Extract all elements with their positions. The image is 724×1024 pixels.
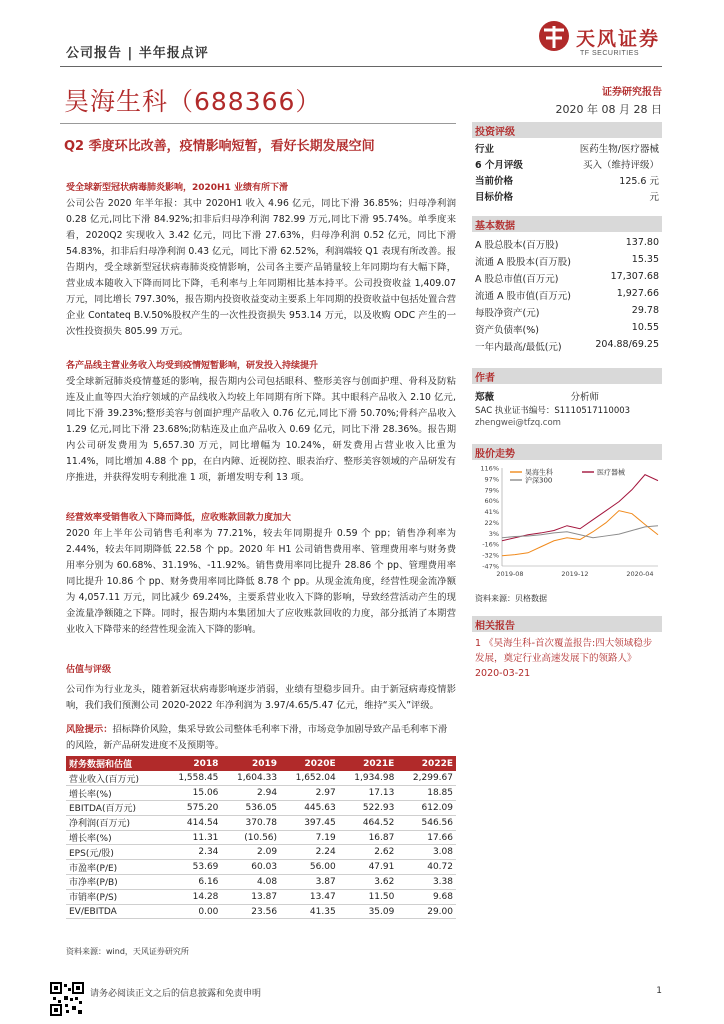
row-label: EBITDA(百万元) <box>66 801 163 816</box>
basic-row-6: 一年内最高/最低(元) 204.88/69.25 <box>475 339 659 353</box>
y-tick-label: 22% <box>484 518 499 527</box>
row-value: 1,604.33 <box>221 771 280 786</box>
row-value: 6.16 <box>163 875 222 890</box>
row-value: 13.47 <box>280 889 339 904</box>
row-value: 612.09 <box>397 801 456 816</box>
related-report-link[interactable]: 1 《昊海生科-首次覆盖报告:四大领域稳步发展，奠定行业高速发展下的领路人》 2020-03-21 <box>475 638 653 679</box>
series-line-3 <box>502 526 658 538</box>
y-tick-label: 3% <box>488 529 499 538</box>
y-tick-label: 116% <box>480 464 499 473</box>
author-name-row <box>475 388 659 404</box>
table-row <box>66 786 456 801</box>
risk-section <box>66 722 456 754</box>
table-row <box>66 801 456 816</box>
row-value: 56.00 <box>280 860 339 875</box>
logo-subtitle: TF SECURITIES <box>580 50 640 57</box>
basic-row-0: A 股总股本(百万股) 137.80 <box>475 237 659 251</box>
section-body-1: 公司公告 2020 年半年报：其中 2020H1 收入 4.96 亿元，同比下滑 36.85%；归母净利润 0.28 亿元,同比下滑 84.92%;扣非后归母净利润 782.99 万元,同比下滑 95.74%。单季度来看，2020Q2 实现收入 3.42 亿元，同比下滑 27.63%，归母净利润 0.52 亿元，同比下滑 54.83%，扣非后归母净利润 0.43 亿元，同比下滑 62.52%，利润端较 Q1 表现有所改善。报告期内，受全球新型冠状病毒肺炎疫情影响，公司各主要产品销量较上年同期均有大幅下降，营业成本随收入下降而同比下降，毛利率与上年同期相比基本持平。公司投资收益 1,409.07 万元，同比增长 797.30%，报告期内投资收益变动主要系上年同期的投资收益中包括处置合营企业 Contateq B.V.50%股权产生的一次性投资损失 953.14 万元，以及收购 ODC 产生的一次性投资损失 805.99 万元。 <box>66 198 456 337</box>
row-value: 7.19 <box>280 830 339 845</box>
table-header-year: 2022E <box>397 756 456 771</box>
qr-code <box>50 982 84 1016</box>
section-body-4: 公司作为行业龙头，随着新冠状病毒影响逐步消弱，业绩有望稳步回升。由于新冠病毒疫情影响，我们我们预测公司 2020-2022 年净利润为 3.97/4.65/5.47 亿元，维持“买入”评级。 <box>66 684 456 711</box>
basic-row-4: 每股净资产(元) 29.78 <box>475 305 659 319</box>
table-header-year: 2018 <box>163 756 222 771</box>
row-value: 464.52 <box>339 815 398 830</box>
row-value: 4.08 <box>221 875 280 890</box>
table-header-year: 2019 <box>221 756 280 771</box>
row-value: 47.91 <box>339 860 398 875</box>
row-label: 市净率(P/B) <box>66 875 163 890</box>
author-license: SAC 执业证书编号：S1110517110003 <box>475 406 631 416</box>
row-label: 净利润(百万元) <box>66 815 163 830</box>
row-value: 11.31 <box>163 830 222 845</box>
row-label: 营业收入(百万元) <box>66 771 163 786</box>
report-type: 证券研究报告 <box>602 87 662 98</box>
series-line-2 <box>502 475 658 541</box>
author-name: 郑薇 <box>475 392 495 403</box>
series-line-1 <box>502 511 658 556</box>
row-value: 522.93 <box>339 801 398 816</box>
row-value: 16.87 <box>339 830 398 845</box>
y-tick-label: -47% <box>482 562 499 571</box>
table-row <box>66 875 456 890</box>
legend-label: 医疗器械 <box>597 468 625 477</box>
rating-row-target: 目标价格 元 <box>475 192 659 203</box>
row-value: 2.24 <box>280 845 339 860</box>
basic-row-5: 资产负债率(%) 10.55 <box>475 322 659 336</box>
table-header-year: 2021E <box>339 756 398 771</box>
row-value: 2.94 <box>221 786 280 801</box>
financial-table-source: 资料来源：wind，天风证券研究所 <box>66 947 189 956</box>
row-label: 市销率(P/S) <box>66 889 163 904</box>
row-value: 18.85 <box>397 786 456 801</box>
y-tick-label: 60% <box>484 497 499 506</box>
row-value: 29.00 <box>397 904 456 919</box>
section-body-2: 受全球新冠肺炎疫情蔓延的影响，报告期内公司包括眼科、整形美容与创面护理、骨科及防粘连及止血等四大治疗领域的产品线收入均较上年同期有所下降。其中眼科产品收入 2.10 亿元,同比下滑 39.23%;整形美容与创面护理产品收入 0.76 亿元,同比下滑 50.70%;骨科产品收入 1.29 亿元,同比下滑 23.68%;防粘连及止血产品收入 0.69 亿元，同比下滑 28.36%。报告期内公司研发费用为 5,657.30 万元，同比增幅为 10.24%，研发费用占营业收入比重为 11.4%，同比增加 4.88 个 pp，在白内障、近视防控、眼表治疗、整形美容领域的产品研发有序推进，并获得发明专利批准 1 项，新增发明专利 13 项。 <box>66 376 456 483</box>
row-label: EV/EBITDA <box>66 904 163 919</box>
row-value: 2.97 <box>280 786 339 801</box>
financial-table <box>66 756 456 919</box>
rating-row-rating: 6 个月评级 买入（维持评级） <box>475 160 659 171</box>
row-label: 增长率(%) <box>66 830 163 845</box>
footer-disclaimer: 请务必阅读正文之后的信息披露和免责申明 <box>90 989 262 999</box>
row-value: 3.38 <box>397 875 456 890</box>
related-heading: 相关报告 <box>472 616 662 632</box>
table-header-label: 财务数据和估值 <box>66 756 163 771</box>
row-value: 14.28 <box>163 889 222 904</box>
row-value: 41.35 <box>280 904 339 919</box>
row-value: 575.20 <box>163 801 222 816</box>
row-value: 2,299.67 <box>397 771 456 786</box>
header-divider <box>60 66 662 67</box>
row-value: 17.13 <box>339 786 398 801</box>
row-value: 15.06 <box>163 786 222 801</box>
section-title-1: 受全球新型冠状病毒肺炎影响，2020H1 业绩有所下滑 <box>66 183 288 193</box>
y-tick-label: -32% <box>482 551 499 560</box>
row-value: 3.08 <box>397 845 456 860</box>
legend-label: 沪深300 <box>525 476 553 485</box>
table-row <box>66 815 456 830</box>
headline: Q2 季度环比改善，疫情影响短暂，看好长期发展空间 <box>64 139 375 154</box>
row-value: 2.62 <box>339 845 398 860</box>
row-value: 414.54 <box>163 815 222 830</box>
basic-row-2: A 股总市值(百万元) 17,307.68 <box>475 271 659 285</box>
report-date: 2020 年 08 月 28 日 <box>555 103 662 116</box>
row-value: 3.87 <box>280 875 339 890</box>
row-value: 0.00 <box>163 904 222 919</box>
basic-data-heading: 基本数据 <box>472 216 662 232</box>
rating-row-industry: 行业 医药生物/医疗器械 <box>475 144 659 155</box>
rating-row-price: 当前价格 125.6 元 <box>475 176 659 187</box>
y-tick-label: 41% <box>484 508 499 517</box>
section-title-3: 经营效率受销售收入下降而降低，应收账款回款力度加大 <box>66 513 292 523</box>
row-label: 市盈率(P/E) <box>66 860 163 875</box>
section-title-4: 估值与评级 <box>66 665 112 675</box>
report-category: 公司报告 | 半年报点评 <box>66 46 209 61</box>
table-row <box>66 845 456 860</box>
x-tick-label: 2019-12 <box>561 570 589 578</box>
row-value: 1,558.45 <box>163 771 222 786</box>
row-value: 53.69 <box>163 860 222 875</box>
author-role: 分析师 <box>570 392 599 403</box>
row-value: 1,934.98 <box>339 771 398 786</box>
section-title-2: 各产品线主营业务收入均受到疫情短暂影响，研发投入持续提升 <box>66 361 319 371</box>
author-heading: 作者 <box>472 368 662 384</box>
row-label: EPS(元/股) <box>66 845 163 860</box>
price-chart-heading: 股价走势 <box>472 444 662 460</box>
row-value: 546.56 <box>397 815 456 830</box>
row-value: 397.45 <box>280 815 339 830</box>
page-number: 1 <box>656 986 662 996</box>
row-value: 60.03 <box>221 860 280 875</box>
title-divider <box>60 123 456 124</box>
rating-heading: 投资评级 <box>472 122 662 138</box>
price-chart-source: 资料来源：贝格数据 <box>475 594 547 603</box>
row-value: (10.56) <box>221 830 280 845</box>
basic-row-1: 流通 A 股股本(百万股) 15.35 <box>475 254 659 268</box>
price-chart <box>472 462 662 582</box>
author-email[interactable]: zhengwei@tfzq.com <box>475 418 561 428</box>
y-tick-label: 97% <box>484 475 499 484</box>
row-value: 11.50 <box>339 889 398 904</box>
y-tick-label: 79% <box>484 486 499 495</box>
logo-name: 天风证券 <box>576 28 661 50</box>
row-value: 370.78 <box>221 815 280 830</box>
row-value: 3.62 <box>339 875 398 890</box>
table-row <box>66 889 456 904</box>
row-value: 9.68 <box>397 889 456 904</box>
x-tick-label: 2020-04 <box>626 570 654 578</box>
row-value: 17.66 <box>397 830 456 845</box>
row-value: 1,652.04 <box>280 771 339 786</box>
row-value: 536.05 <box>221 801 280 816</box>
row-value: 35.09 <box>339 904 398 919</box>
x-tick-label: 2019-08 <box>496 570 524 578</box>
risk-label: 风险提示： <box>66 724 113 735</box>
legend-label: 昊海生科 <box>525 468 553 477</box>
basic-row-3: 流通 A 股市值(百万元) 1,927.66 <box>475 288 659 302</box>
financial-table-header <box>66 756 456 771</box>
table-header-year: 2020E <box>280 756 339 771</box>
row-value: 13.87 <box>221 889 280 904</box>
row-value: 2.34 <box>163 845 222 860</box>
y-tick-label: -16% <box>482 540 499 549</box>
table-row <box>66 904 456 919</box>
table-row <box>66 860 456 875</box>
row-value: 40.72 <box>397 860 456 875</box>
row-value: 2.09 <box>221 845 280 860</box>
row-value: 23.56 <box>221 904 280 919</box>
table-row <box>66 771 456 786</box>
risk-text: 招标降价风险，集采导致公司整体毛利率下滑，市场竞争加剧导致产品毛利率下滑的风险，新产品研发进度不及预期等。 <box>66 724 448 751</box>
company-title: 昊海生科（688366） <box>64 87 322 116</box>
section-body-3: 2020 年上半年公司销售毛利率为 77.21%，较去年同期提升 0.59 个 pp；销售净利率为 2.44%，较去年同期降低 22.58 个 pp。2020 年 H1 公司销售费用率、管理费用率与财务费用率分别为 60.68%、31.19%、-11.92%。销售费用率同比提升 28.86 个 pp、管理费用率同比提升 10.86 个 pp、财务费用率同比降低 8.78 个 pp。从现金流角度，经营性现金流净额为 4,057.11 万元，同比减少 69.24%，主要系营业收入下降的影响，导致经营活动产生的现金流量净额随之下降。同时，报告期内本集团加大了应收账款回收的力度，部分抵消了本期营业收入下降带来的经营性现金流入下降的影响。 <box>66 528 456 635</box>
row-value: 445.63 <box>280 801 339 816</box>
row-label: 增长率(%) <box>66 786 163 801</box>
table-row <box>66 830 456 845</box>
